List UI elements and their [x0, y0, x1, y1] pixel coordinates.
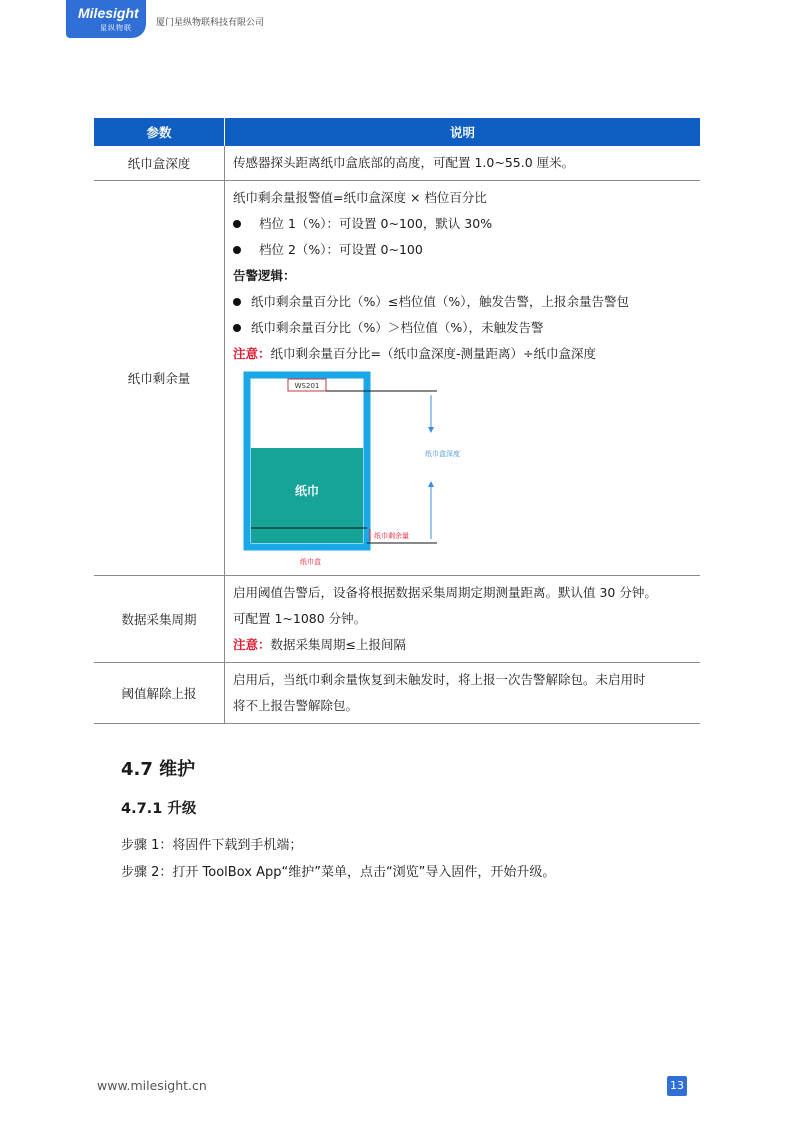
desc-text: 传感器探头距离纸巾盒底部的高度，可配置 1.0~55.0 厘米。	[233, 155, 575, 170]
column-header-param: 参数	[94, 118, 225, 146]
note-label: 注意：	[233, 346, 271, 361]
page-number: 13	[667, 1076, 687, 1096]
table-row-collect	[94, 576, 700, 663]
table-header-row	[94, 118, 700, 146]
step-2: 步骤 2：打开 ToolBox App“维护”菜单，点击“浏览”导入固件，开始升级。	[121, 865, 556, 880]
formula-text: 纸巾剩余量报警值=纸巾盒深度 × 档位百分比	[233, 190, 487, 205]
tissue-box-diagram	[233, 371, 693, 571]
tissue-label: 纸巾	[294, 484, 320, 498]
param-name: 数据采集周期	[94, 576, 225, 663]
param-desc	[225, 181, 701, 576]
footer-url[interactable]: www.milesight.cn	[97, 1078, 207, 1093]
bullet-icon	[233, 298, 241, 306]
logic1-text: 纸巾剩余量百分比（%）≤档位值（%），触发告警，上报余量告警包	[251, 294, 629, 309]
list-item	[233, 289, 694, 315]
section-heading: 4.7 维护	[121, 759, 196, 780]
table-row-release	[94, 663, 700, 724]
param-name: 阈值解除上报	[94, 663, 225, 724]
remain-label: 纸巾剩余量	[374, 532, 409, 540]
company-name: 厦门星纵物联科技有限公司	[156, 18, 265, 28]
diagram-svg	[233, 371, 693, 571]
note-text: 数据采集周期≤上报间隔	[270, 637, 406, 652]
logo-text: Milesight	[78, 5, 139, 21]
list-item	[233, 315, 694, 341]
arrow-down-icon	[428, 427, 434, 433]
bullet-icon	[233, 246, 241, 254]
list-item	[233, 237, 694, 263]
level1-text: 档位 1（%）：可设置 0~100，默认 30%	[259, 216, 493, 231]
param-name: 纸巾剩余量	[94, 181, 225, 576]
brand-logo	[66, 0, 146, 38]
desc-text-2: 将不上报告警解除包。	[233, 698, 359, 713]
param-name: 纸巾盒深度	[94, 146, 225, 181]
level2-text: 档位 2（%）：可设置 0~100	[259, 242, 423, 257]
logic-title: 告警逻辑：	[233, 268, 296, 283]
desc-text: 启用后，当纸巾剩余量恢复到未触发时，将上报一次告警解除包。未启用时	[233, 672, 646, 687]
column-header-desc: 说明	[225, 118, 701, 146]
desc-text: 启用阈值告警后，设备将根据数据采集周期定期测量距离。默认值 30 分钟。	[233, 585, 657, 600]
note-line	[233, 341, 694, 367]
param-desc	[225, 663, 701, 724]
bullet-icon	[233, 220, 241, 228]
logic2-text: 纸巾剩余量百分比（%）＞档位值（%），未触发告警	[251, 320, 544, 335]
box-label: 纸巾盒	[300, 558, 321, 566]
list-item	[233, 211, 694, 237]
bullet-icon	[233, 324, 241, 332]
arrow-up-icon	[428, 481, 434, 487]
table-row-remaining	[94, 181, 700, 576]
logo-subtext: 星纵物联	[100, 24, 132, 32]
parameter-table	[94, 118, 700, 724]
sensor-label: WS201	[294, 382, 320, 390]
step-1: 步骤 1：将固件下载到手机端；	[121, 838, 303, 853]
subsection-heading: 4.7.1 升级	[121, 801, 197, 817]
desc-text-2: 可配置 1~1080 分钟。	[233, 611, 367, 626]
table-row-depth	[94, 146, 700, 181]
param-desc	[225, 146, 701, 181]
note-label: 注意：	[233, 637, 271, 652]
note-text: 纸巾剩余量百分比=（纸巾盒深度-测量距离）÷纸巾盒深度	[270, 346, 596, 361]
depth-label: 纸巾盒深度	[425, 450, 460, 458]
param-desc	[225, 576, 701, 663]
note-line	[233, 632, 694, 658]
